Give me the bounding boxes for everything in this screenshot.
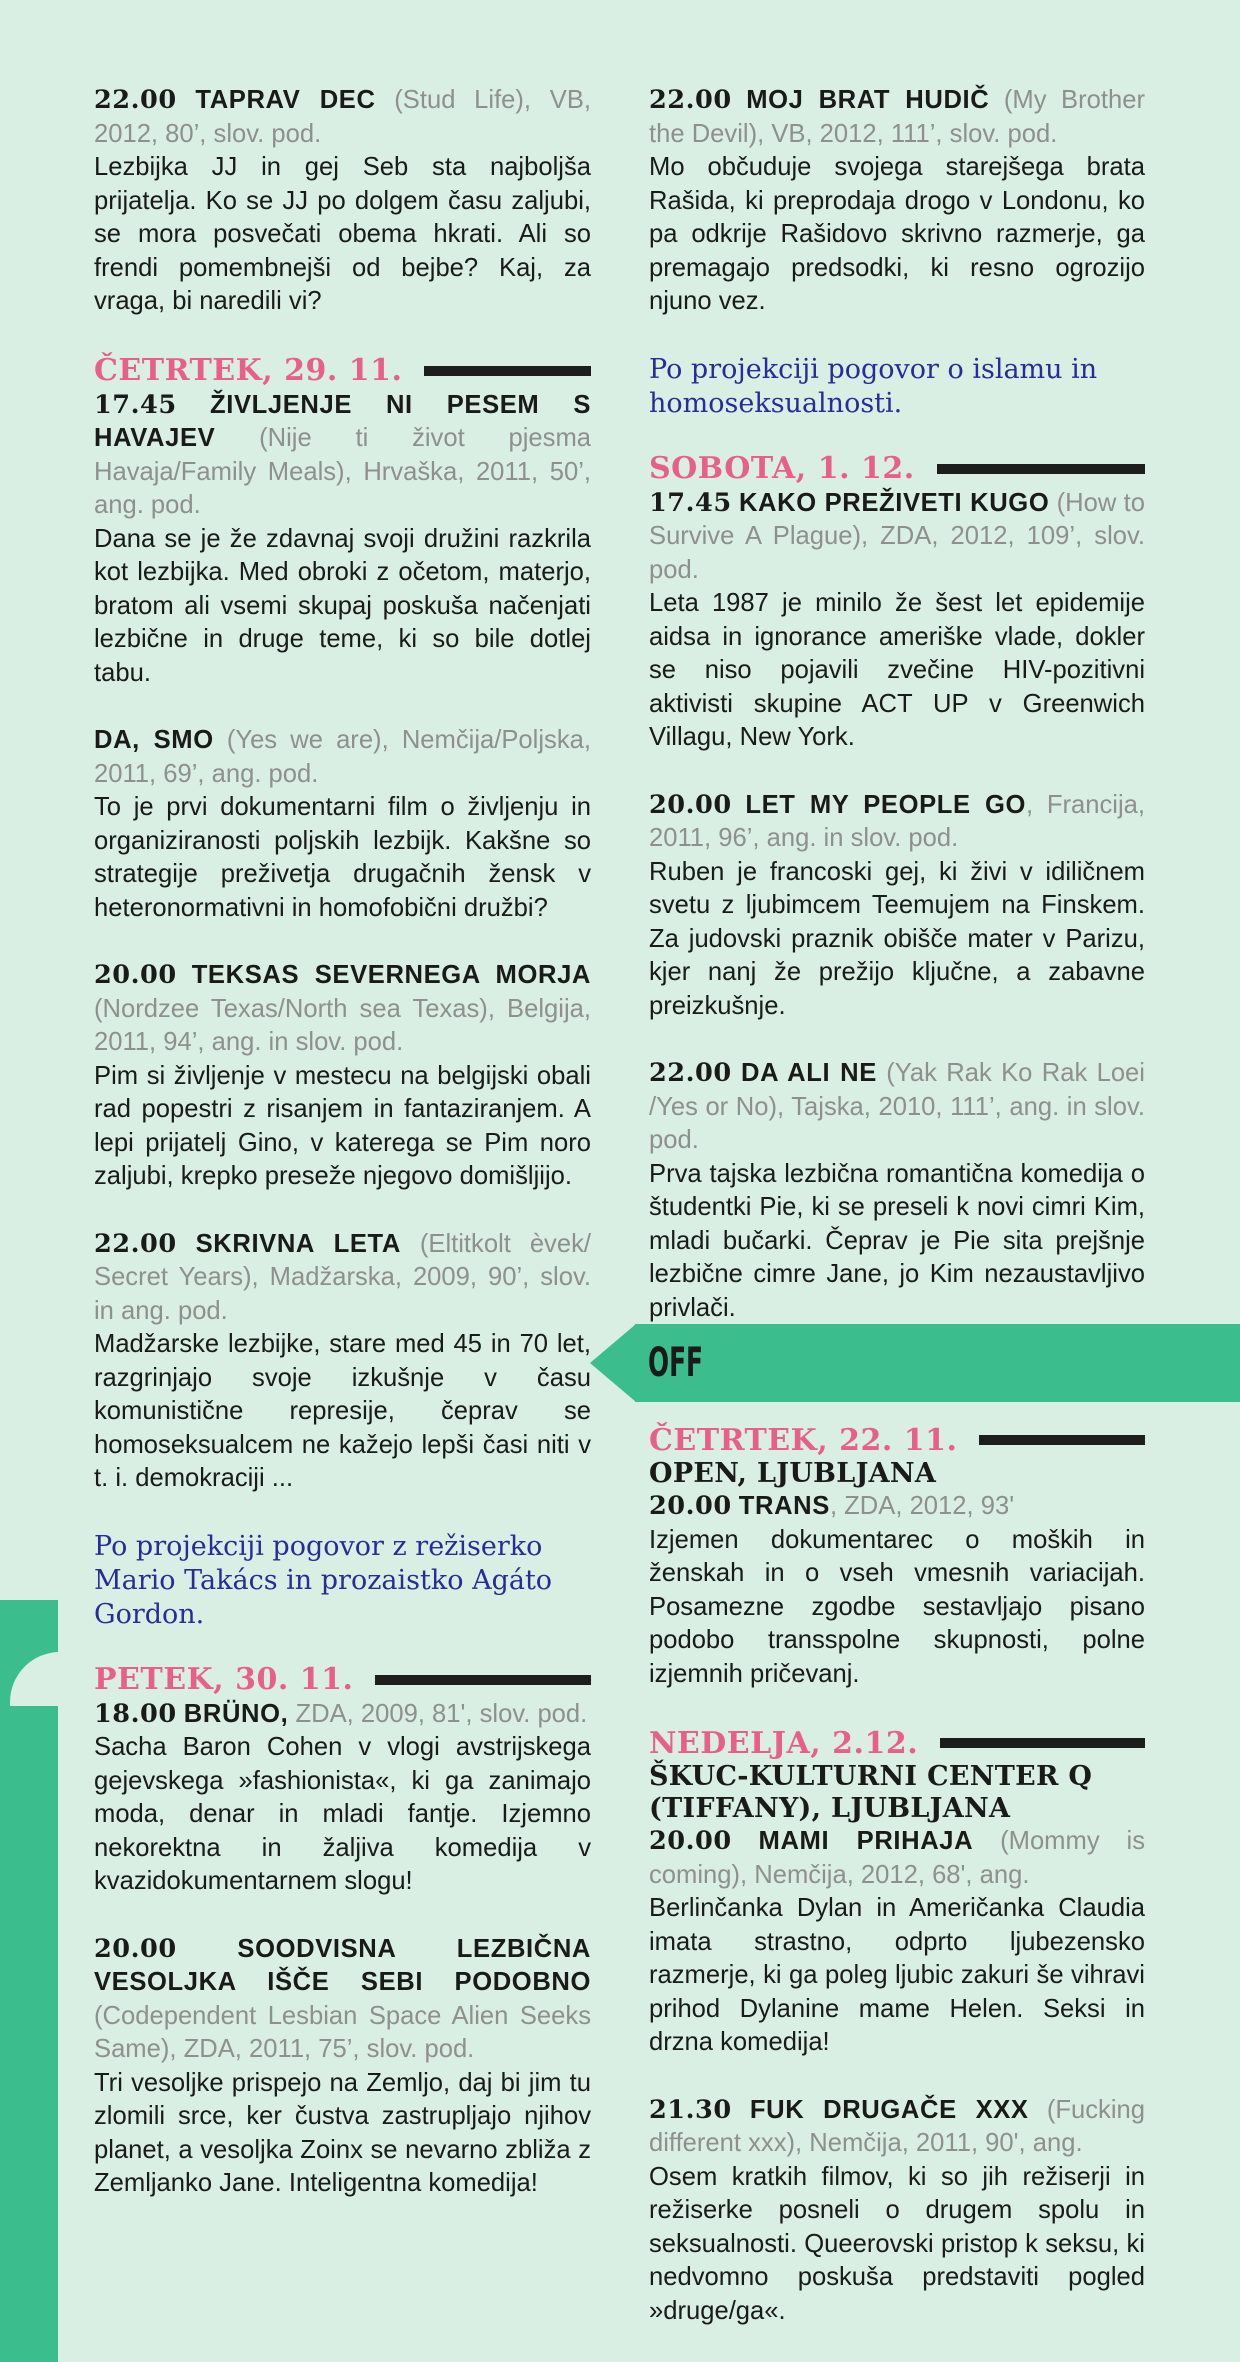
- film-time: 17.45: [649, 487, 732, 518]
- film-title: TEKSAS SEVERNEGA MORJA: [191, 961, 591, 989]
- film-time: 20.00: [94, 960, 177, 990]
- film-description: Prva tajska lezbična romantična komedija o študentki Pie, ki se preseli k novi cimri Kim, mladi bučarki. Čeprav je Pie sita prejšnje lezbične cimre Jane, jo Kim nezaustavljivo privlači.: [649, 1159, 1145, 1322]
- film-heading: [94, 1698, 591, 1732]
- film-description: Sacha Baron Cohen v vlogi avstrijskega gejevskega »fashionista«, ki ga zanimajo moda, denar in mladi fantje. Izjemno nekorektna in žaljiva komedija v kvazidokumentarnem slogu!: [94, 1733, 591, 1895]
- day-heading: [649, 1725, 1145, 1761]
- film-heading: [94, 959, 591, 1060]
- film-entry: [94, 1698, 591, 1899]
- film-heading: [649, 1490, 1145, 1524]
- film-description: Leta 1987 je minilo že šest let epidemije aidsa in ignorance ameriške vlade, dokler se niso pojavili zvečine HIV-pozitivni aktivisti skupine ACT UP v Greenwich Villagu, New York.: [649, 589, 1145, 751]
- off-band-notch: [590, 1324, 636, 1402]
- film-meta: (How to Survive A Plague), ZDA, 2012, 109’, slov. pod.: [649, 488, 1145, 584]
- film-entry: [649, 789, 1145, 1024]
- film-time: 20.00: [94, 1933, 177, 1964]
- film-heading: [649, 2094, 1145, 2161]
- right-column-bottom: [649, 1418, 1145, 2362]
- film-title: TRANS: [738, 1492, 830, 1520]
- film-time: 22.00: [649, 85, 732, 115]
- film-time: 22.00: [649, 1058, 732, 1088]
- film-heading: [649, 84, 1145, 151]
- film-entry: [94, 1933, 591, 2201]
- off-section-band: [635, 1324, 1240, 1402]
- day-heading: [94, 1662, 591, 1698]
- film-title: MAMI PRIHAJA: [758, 1827, 974, 1855]
- film-time: 18.00: [94, 1698, 177, 1729]
- film-time: 20.00: [649, 789, 732, 820]
- film-entry: [649, 1490, 1145, 1691]
- film-meta: (Eltitkolt èvek/ Secret Years), Madžarska, 2009, 90’, slov. in ang. pod.: [94, 1229, 591, 1325]
- film-time: 22.00: [94, 85, 177, 115]
- discussion-note: Po projekciji pogovor o islamu in homoseksualnosti.: [649, 353, 1098, 419]
- film-description: Madžarske lezbijke, stare med 45 in 70 let, razgrinjajo svoje izkušnje v času komunistične represije, čeprav se homoseksualcem ne kažejo lepši časi niti v t. i. demokraciji ...: [94, 1330, 591, 1492]
- film-title: TAPRAV DEC: [195, 86, 376, 114]
- left-column: [94, 84, 591, 2235]
- venue-name: ŠKUC-KULTURNI CENTER Q (TIFFANY), LJUBLJANA: [649, 1761, 1093, 1824]
- day-label: ČETRTEK, 22. 11.: [649, 1422, 958, 1458]
- film-meta: (Nordzee Texas/North sea Texas), Belgija, 2011, 94’, ang. in slov. pod.: [94, 994, 591, 1056]
- day-label: PETEK, 30. 11.: [94, 1662, 354, 1697]
- film-meta: , Francija, 2011, 96’, ang. in slov. pod.: [649, 790, 1145, 852]
- day-rule: [940, 1738, 1145, 1748]
- film-heading: [94, 389, 591, 523]
- film-description: Dana se je že zdavnaj svoji družini razkrila kot lezbijka. Med obroki z očetom, materjo, bratom ali vsemi skupaj poskuša načenjati lezbične in druge teme, ki so bile dotlej tabu.: [94, 524, 591, 687]
- film-title: SOODVISNA LEZBIČNA VESOLJKA IŠČE SEBI PODOBNO: [94, 1934, 591, 1996]
- film-time: 20.00: [649, 1491, 732, 1521]
- day-label: ČETRTEK, 29. 11.: [94, 353, 403, 388]
- film-entry: [649, 1057, 1145, 1325]
- film-description: Tri vesoljke prispejo na Zemljo, daj bi jim tu zlomili srce, ker čustva zastrupljajo njihov planet, a vesoljka Zoinx se nevarno zbliža z Zemljanko Jane. Inteligentna komedija!: [94, 2068, 591, 2197]
- film-entry: [649, 487, 1145, 755]
- film-entry: [649, 84, 1145, 319]
- film-description: Lezbijka JJ in gej Seb sta najboljša prijatelja. Ko se JJ po dolgem času zaljubi, se mora posvečati obema hkrati. Ali so frendi pomembnejši od bejbe? Kaj, za vraga, bi naredili vi?: [94, 153, 591, 315]
- film-heading: [94, 1933, 591, 2067]
- film-title: DA ALI NE: [740, 1059, 877, 1087]
- film-heading: [94, 724, 591, 791]
- film-entry: [94, 724, 591, 925]
- film-entry: [94, 1228, 591, 1496]
- day-rule: [937, 464, 1145, 474]
- film-time: 20.00: [649, 1826, 732, 1856]
- decorative-green-strip: [0, 1706, 58, 2362]
- discussion-note: Po projekciji pogovor z režiserko Mario Takács in prozaistko Agáto Gordon.: [94, 1530, 553, 1630]
- film-time: 17.45: [94, 389, 177, 420]
- film-description: Ruben je francoski gej, ki živi v idiličnem svetu z ljubimcem Teemujem na Finskem. Za judovski praznik obišče mater v Parizu, kjer nanj že prežijo ključne, a zabavne preizkušnje.: [649, 857, 1145, 1020]
- film-title: LET MY PEOPLE GO: [745, 790, 1027, 819]
- venue-name: OPEN, LJUBLJANA: [649, 1458, 937, 1489]
- film-description: Berlinčanka Dylan in Američanka Claudia imata strastno, odprto ljubezensko razmerje, ki ga poleg ljubic zakuri še vihravi prihod Dylanine mame Helen. Seksi in drzna komedija!: [649, 1894, 1145, 2056]
- film-entry: [94, 959, 591, 1194]
- film-title: FUK DRUGAČE XXX: [749, 2095, 1029, 2124]
- day-label: NEDELJA, 2.12.: [649, 1725, 919, 1761]
- film-title: DA, SMO: [94, 726, 214, 754]
- film-description: Pim si življenje v mestecu na belgijski obali rad popestri z risanjem in fantaziranjem. A lepi prijatelj Gino, v katerega se Pim noro zaljubi, krepko preseže njegovo domišljijo.: [94, 1061, 591, 1190]
- film-meta: ZDA, 2009, 81', slov. pod.: [295, 1699, 588, 1728]
- film-heading: [649, 1825, 1145, 1892]
- film-heading: [649, 789, 1145, 856]
- film-meta: (Fucking different xxx), Nemčija, 2011, 90', ang.: [649, 2095, 1145, 2157]
- film-meta: (My Brother the Devil), VB, 2012, 111’, slov. pod.: [649, 86, 1145, 148]
- film-meta: (Stud Life), VB, 2012, 80’, slov. pod.: [94, 86, 591, 148]
- film-meta: (Codependent Lesbian Space Alien Seeks Same), ZDA, 2011, 75’, slov. pod.: [94, 2001, 591, 2063]
- film-time: 22.00: [94, 1228, 177, 1259]
- day-rule: [375, 1675, 591, 1685]
- film-description: Izjemen dokumentarec o moških in ženskah in o vseh vmesnih variacijah. Posamezne zgodbe sestavljajo pisano podobo transspolne skupnosti, polne izjemnih pričevanj.: [649, 1525, 1145, 1688]
- day-heading: [649, 451, 1145, 487]
- film-title: KAKO PREŽIVETI KUGO: [738, 488, 1050, 517]
- film-description: Mo občuduje svojega starejšega brata Rašida, ki preprodaja drogo v Londonu, ko pa odkrije Rašidovo skrivno razmerje, ga premagajo predsodki, ki resno ogrozijo njuno vez.: [649, 153, 1145, 315]
- film-heading: [649, 487, 1145, 588]
- day-heading: [649, 1422, 1145, 1458]
- film-entry: [649, 1825, 1145, 2060]
- film-title: SKRIVNA LETA: [195, 1229, 401, 1258]
- film-title: ŽIVLJENJE NI PESEM S HAVAJEV: [94, 390, 591, 452]
- film-entry: [649, 2094, 1145, 2329]
- film-description: Osem kratkih filmov, ki so jih režiserji in režiserke posneli o drugem spolu in seksualnosti. Queerovski pristop k seksu, ki nedvomno poskuša predstaviti pogled »druge/ga«.: [649, 2162, 1145, 2325]
- day-heading: [94, 353, 591, 389]
- film-heading: [94, 1228, 591, 1329]
- film-meta: (Nije ti život pjesma Havaja/Family Meals), Hrvaška, 2011, 50’, ang. pod.: [94, 424, 591, 519]
- day-rule: [979, 1435, 1145, 1445]
- film-meta: (Yes we are), Nemčija/Poljska, 2011, 69’, ang. pod.: [94, 726, 591, 788]
- decorative-green-curve: [0, 1600, 58, 1706]
- film-entry: [94, 84, 591, 319]
- film-meta: (Mommy is coming), Nemčija, 2012, 68', ang.: [649, 1827, 1145, 1889]
- film-description: To je prvi dokumentarni film o življenju in organiziranosti poljskih lezbijk. Kakšne so strategije preživetja drugačnih žensk v heteronormativni in homofobični družbi?: [94, 793, 591, 922]
- film-meta: (Yak Rak Ko Rak Loei /Yes or No), Tajska, 2010, 111’, ang. in slov. pod.: [649, 1059, 1145, 1154]
- right-column-top: [649, 84, 1145, 1359]
- day-rule: [424, 366, 591, 376]
- film-entry: [94, 389, 591, 691]
- film-meta: , ZDA, 2012, 93': [829, 1492, 1015, 1520]
- film-title: BRÜNO,: [183, 1699, 289, 1728]
- film-title: MOJ BRAT HUDIČ: [746, 86, 990, 114]
- film-time: 21.30: [649, 2094, 732, 2125]
- day-label: SOBOTA, 1. 12.: [649, 451, 915, 486]
- off-section-label: OFF: [648, 1340, 703, 1386]
- film-heading: [649, 1057, 1145, 1158]
- film-heading: [94, 84, 591, 151]
